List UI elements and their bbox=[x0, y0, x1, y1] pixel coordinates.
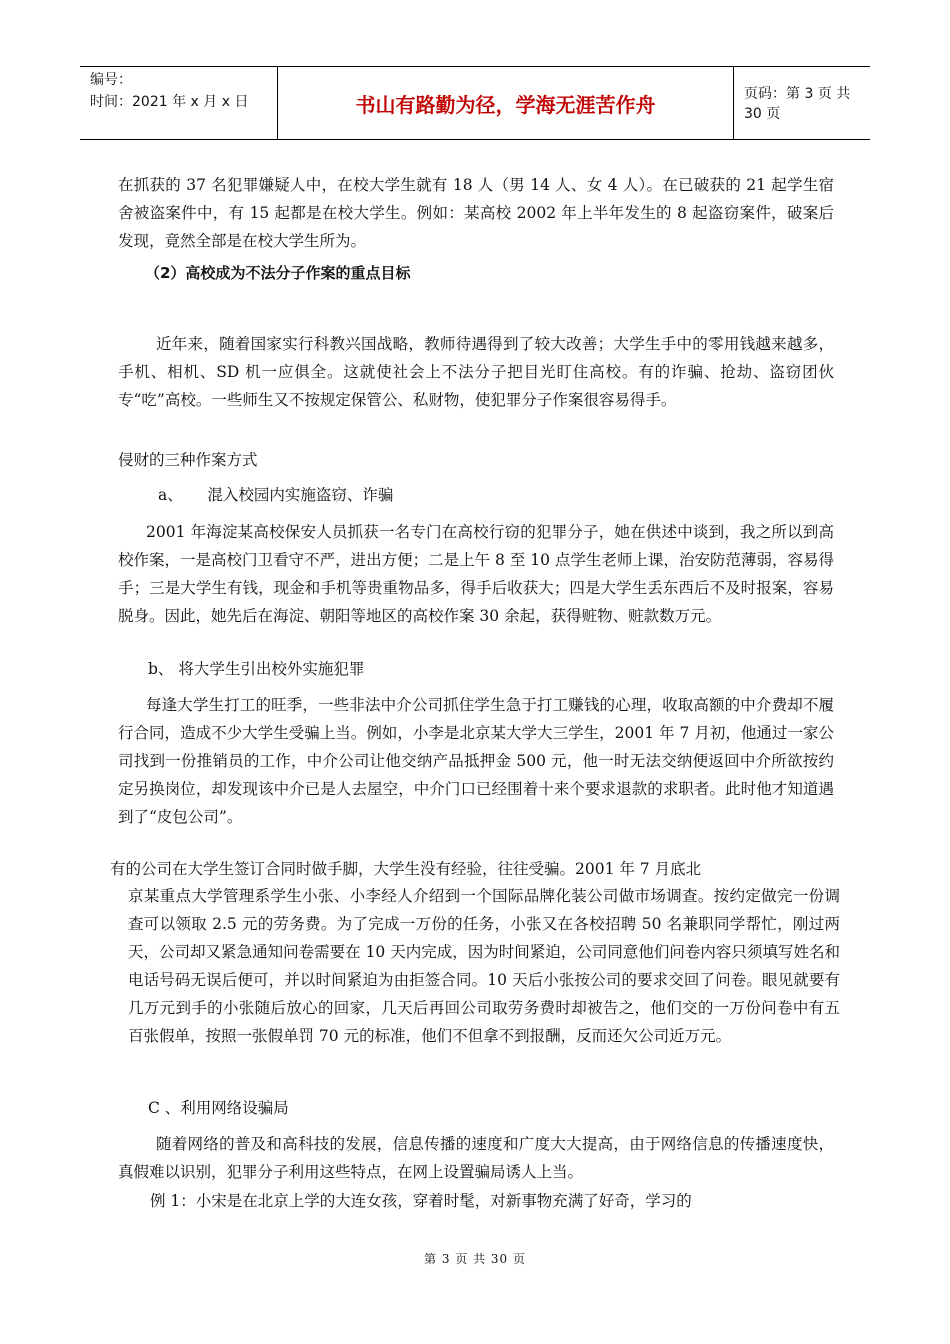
section-heading-2: （2）高校成为不法分子作案的重点目标 bbox=[145, 264, 411, 282]
header-motto-cell bbox=[278, 67, 734, 139]
paragraph-case-b2-first-line: 有的公司在大学生签订合同时做手脚，大学生没有经验，往往受骗。2001 年 7 月底北 bbox=[110, 860, 702, 878]
list-item-a: a、 混入校园内实施盗窃、诈骗 bbox=[158, 486, 394, 504]
paragraph-stats: 在抓获的 37 名犯罪嫌疑人中，在校大学生就有 18 人（男 14 人、女 4 人）。在已破获的 21 起学生宿舍被盗案件中，有 15 起都是在校大学生。例如：某高校 2002 年上半年发生的 8 起盗窃案件，破案后发现，竟然全部是在校大学生所为。 bbox=[118, 176, 834, 250]
document-number-label: 编号： bbox=[90, 72, 132, 88]
paragraph-case-b2: 京某重点大学管理系学生小张、小李经人介绍到一个国际品牌化装公司做市场调查。按约定做完一份调查可以领取 2.5 元的劳务费。为了完成一万份的任务，小张又在各校招聘 50 名兼职同学帮忙，刚过两天，公司却又紧急通知问卷需要在 10 天内完成，因为时间紧迫，公司同意他们问卷内容只须填写姓名和电话号码无误后便可，并以时间紧迫为由拒签合同。10 天后小张按公司的要求交回了问卷。眼见就要有几万元到手的小张随后放心的回家，几天后再回公司取劳务费时却被告之，他们交的一万份问卷中有五百张假单，按照一张假单罚 70 元的标准，他们不但拿不到报酬，反而还欠公司近万元。 bbox=[128, 887, 840, 1045]
paragraph-network: 随着网络的普及和高科技的发展，信息传播的速度和广度大大提高，由于网络信息的传播速度快，真假难以识别，犯罪分子利用这些特点，在网上设置骗局诱人上当。 bbox=[118, 1135, 834, 1181]
paragraph-case-b1: 每逢大学生打工的旺季，一些非法中介公司抓住学生急于打工赚钱的心理，收取高额的中介费却不履行合同，造成不少大学生受骗上当。例如，小李是北京某大学大三学生，2001 年 7 月初，他通过一家公司找到一份推销员的工作，中介公司让他交纳产品抵押金 500 元，他一时无法交纳便返回中介所欲按约定另换岗位，却发现该中介已是人去屋空，中介门口已经围着十来个要求退款的求职者。此时他才知道遇到了“皮包公司”。 bbox=[118, 696, 834, 826]
document-date: 时间：2021 年 x 月 x 日 bbox=[90, 94, 249, 110]
list-item-b: b、 将大学生引出校外实施犯罪 bbox=[148, 660, 365, 678]
header-table bbox=[80, 66, 870, 140]
list-item-c: C 、利用网络设骗局 bbox=[148, 1099, 289, 1117]
header-page-cell bbox=[734, 67, 870, 139]
paragraph-methods-title: 侵财的三种作案方式 bbox=[118, 451, 258, 469]
page-footer: 第 3 页 共 30 页 bbox=[424, 1252, 526, 1266]
header-meta-cell bbox=[80, 67, 278, 139]
paragraph-example-1: 例 1：小宋是在北京上学的大连女孩，穿着时髦，对新事物充满了好奇，学习的 bbox=[150, 1192, 692, 1210]
paragraph-case-a: 2001 年海淀某高校保安人员抓获一名专门在高校行窃的犯罪分子，她在供述中谈到，我之所以到高校作案，一是高校门卫看守不严，进出方便；二是上午 8 至 10 点学生老师上课，治安防范薄弱，容易得手；三是大学生有钱，现金和手机等贵重物品多，得手后收获大；四是大学生丢东西后不及时报案，容易脱身。因此，她先后在海淀、朝阳等地区的高校作案 30 余起，获得赃物、赃款数万元。 bbox=[118, 523, 834, 625]
header-page-code: 页码：第 3 页 共 30 页 bbox=[744, 86, 851, 122]
header-motto: 书山有路勤为径，学海无涯苦作舟 bbox=[355, 93, 656, 117]
paragraph-target: 近年来，随着国家实行科教兴国战略，教师待遇得到了较大改善；大学生手中的零用钱越来越多，手机、相机、SD 机一应俱全。这就使社会上不法分子把目光盯住高校。有的诈骗、抢劫、盗窃团伙专“吃”高校。一些师生又不按规定保管公、私财物，使犯罪分子作案很容易得手。 bbox=[118, 335, 834, 409]
